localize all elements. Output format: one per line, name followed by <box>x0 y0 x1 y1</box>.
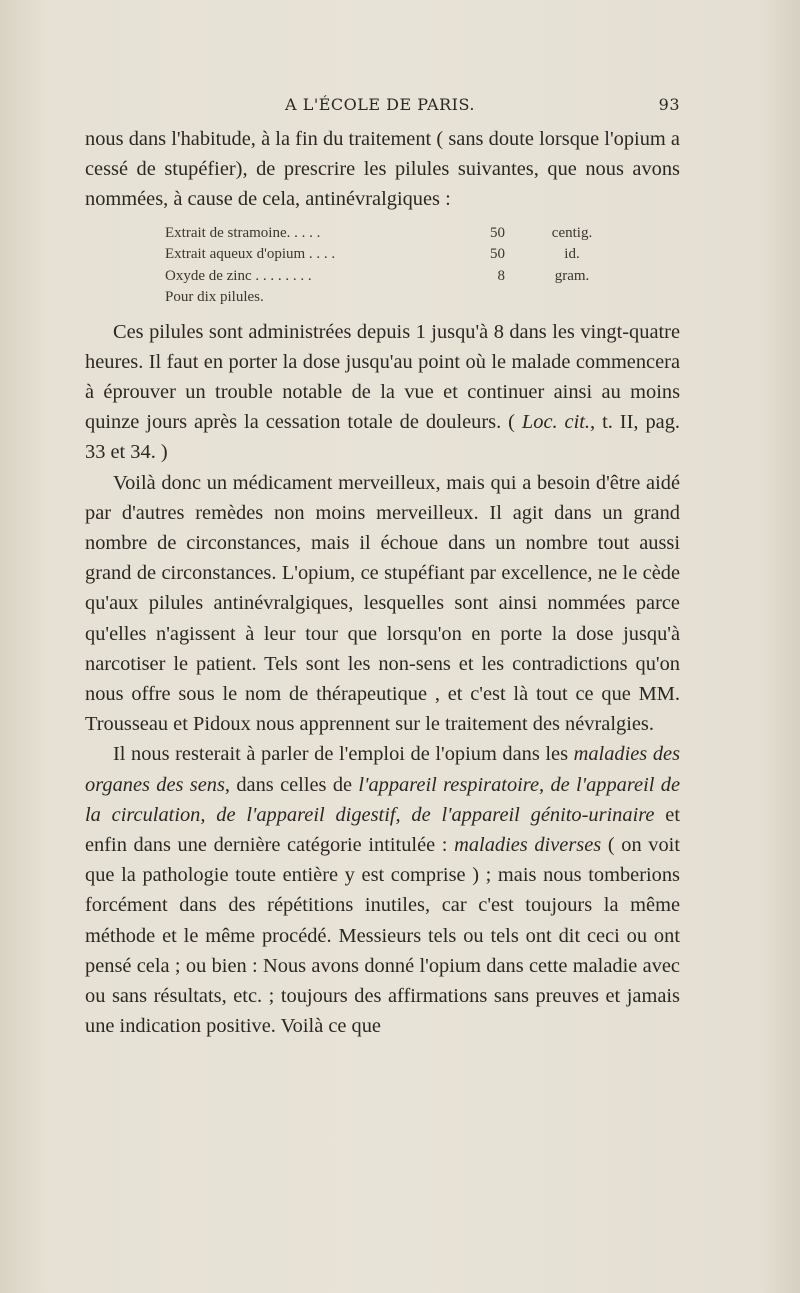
paragraph-opium <box>85 739 680 1041</box>
para3-italic-3: maladies diverses <box>454 834 602 857</box>
para3-text-4: ( on voit que la pathologie toute entière y est comprise ) ; mais nous tomberions forcément dans des répétitions inutiles, car c'est toujours la même méthode et le même procédé. Messieurs tels ou tels ont dit ceci ou ont pensé cela ; ou bien : Nous avons donné l'opium dans cette maladie avec ou sans résultats, etc. ; toujours des affirmations sans preuves et jamais une indication positive. Voilà ce que <box>85 834 680 1038</box>
recipe-row <box>165 244 645 266</box>
para3-text-1: Il nous resterait à parler de l'emploi de l'opium dans les <box>113 743 569 766</box>
recipe-block <box>165 223 645 309</box>
citation-italic: Loc. cit. <box>521 411 591 434</box>
para3-italic-1: maladies des organes des sens <box>85 743 681 796</box>
recipe-quantity: 8 <box>497 267 505 284</box>
paragraph-pilules <box>85 317 680 468</box>
recipe-quantity: 50 <box>490 224 505 241</box>
para3-italic-2: l'appareil respiratoire, de l'appareil de la circulation, de l'appareil digestif, de l'appareil génito-urinaire <box>85 773 680 826</box>
body-text <box>85 124 680 1041</box>
recipe-unit: id. <box>564 246 580 263</box>
paragraph-pilules-text: Ces pilules sont administrées depuis 1 jusqu'à 8 dans les vingt-quatre heures. Il faut en porter la dose jusqu'au point où le malade commencera à éprouver un trouble notable de la vue et continuer ainsi au moins quinze jours après la cessation totale de douleurs. ( <box>85 320 680 434</box>
recipe-quantity: 50 <box>490 246 505 263</box>
page-header <box>80 95 680 119</box>
recipe-ingredient: Oxyde de zinc . . . . . . . . <box>165 267 312 284</box>
page-number: 93 <box>658 95 680 114</box>
paragraph-medicament: Voilà donc un médicament merveilleux, mais qui a besoin d'être aidé par d'autres remèdes non moins merveilleux. Il agit dans un grand nombre de circonstances, mais il échoue dans un nombre tout aussi grand de circonstances. L'opium, ce stupéfiant par excellence, ne le cède qu'aux pilules antinévralgiques, lesquelles sont ainsi nommées parce qu'elles n'agissent à leur tour que lorsqu'on en porte la dose jusqu'à narcotiser le patient. Tels sont les non-sens et les contradictions qu'on nous offre sous le nom de thérapeutique , et c'est là tout ce que MM. Trousseau et Pidoux nous apprennent sur le traitement des névralgies. <box>85 471 680 736</box>
recipe-ingredient: Extrait aqueux d'opium . . . . <box>165 246 336 263</box>
recipe-row <box>165 266 645 288</box>
citation-rest: , t. II, pag. 33 et 34. ) <box>85 411 680 464</box>
recipe-unit: gram. <box>554 267 590 284</box>
recipe-row <box>165 223 645 245</box>
running-title: A L'ÉCOLE DE PARIS. <box>285 95 475 114</box>
recipe-note: Pour dix pilules. <box>165 289 264 306</box>
recipe-unit: centig. <box>551 224 593 241</box>
para3-text-2: , dans celles de <box>224 773 353 796</box>
para3-text-3: et enfin dans une dernière catégorie intitulée : <box>85 803 680 857</box>
recipe-ingredient: Extrait de stramoine. . . . . <box>165 224 321 241</box>
intro-paragraph: nous dans l'habitude, à la fin du traitement ( sans doute lorsque l'opium a cessé de stupéfier), de prescrire les pilules suivantes, que nous avons nommées, à cause de cela, antinévralgiques : <box>85 128 680 211</box>
